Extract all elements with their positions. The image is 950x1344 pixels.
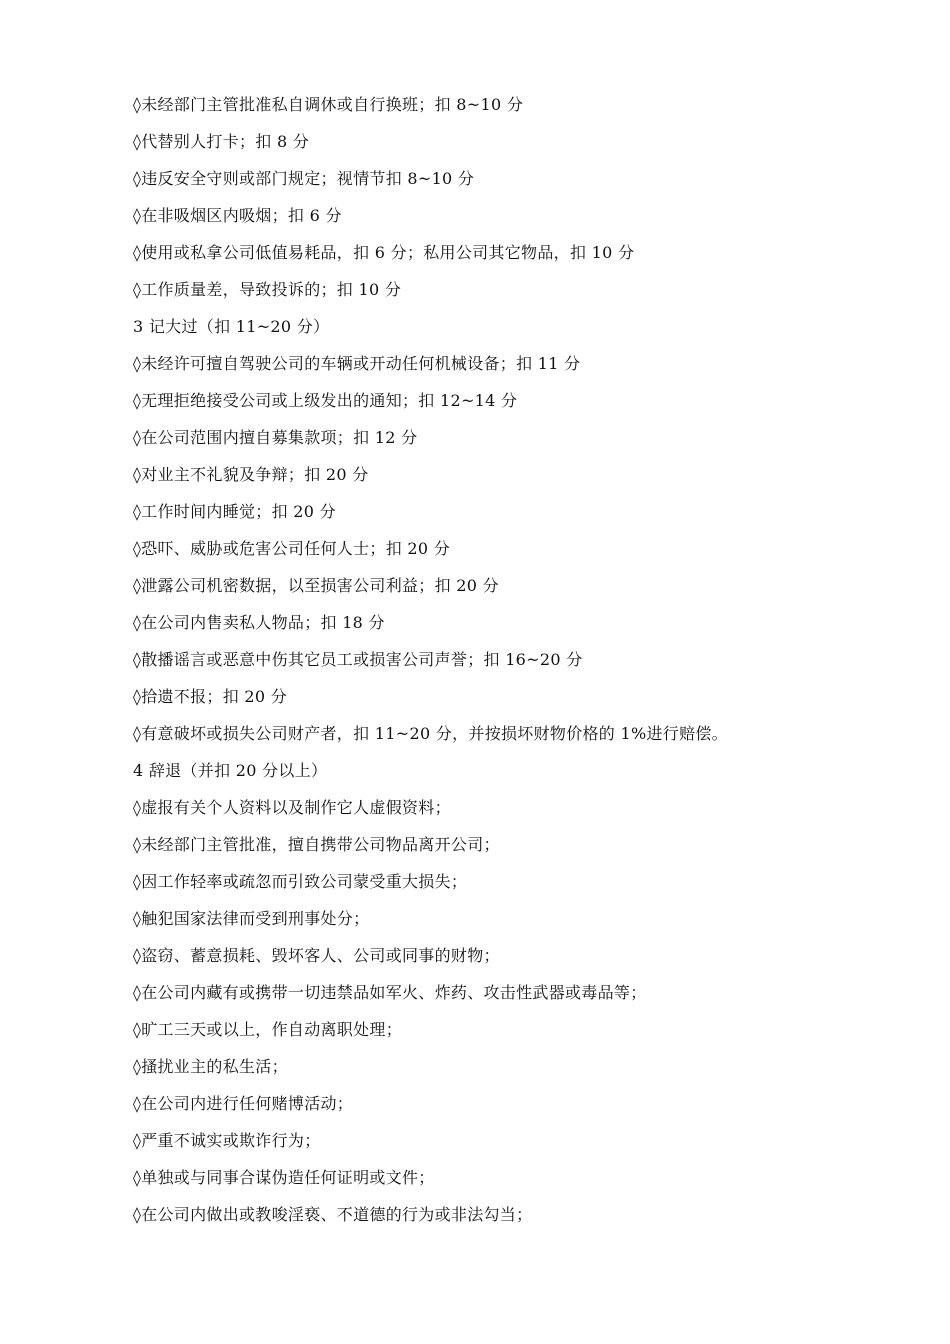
text-line: ◊虚报有关个人资料以及制作它人虚假资料； — [133, 798, 451, 817]
text-line: ◊违反安全守则或部门规定；视情节扣 8~10 分 — [133, 169, 475, 188]
text-line: ◊在公司内售卖私人物品；扣 18 分 — [133, 613, 385, 632]
text-line: ◊在公司内进行任何赌博活动； — [133, 1094, 354, 1113]
text-line: ◊对业主不礼貌及争辩；扣 20 分 — [133, 465, 369, 484]
text-line: ◊触犯国家法律而受到刑事处分； — [133, 909, 370, 928]
text-line: ◊在非吸烟区内吸烟；扣 6 分 — [133, 206, 342, 225]
text-line: ◊未经部门主管批准，擅自携带公司物品离开公司； — [133, 835, 500, 854]
text-line: ◊在公司内做出或教唆淫亵、不道德的行为或非法勾当； — [133, 1205, 533, 1224]
text-line: ◊散播谣言或恶意中伤其它员工或损害公司声誉；扣 16~20 分 — [133, 650, 583, 669]
document-body — [133, 90, 893, 1237]
text-line: ◊泄露公司机密数据，以至损害公司利益；扣 20 分 — [133, 576, 499, 595]
text-line: ◊盗窃、蓄意损耗、毁坏客人、公司或同事的财物； — [133, 946, 500, 965]
text-line: ◊无理拒绝接受公司或上级发出的通知；扣 12~14 分 — [133, 391, 518, 410]
text-line: ◊在公司内藏有或携带一切违禁品如军火、炸药、攻击性武器或毒品等； — [133, 983, 647, 1002]
text-line: ◊工作质量差，导致投诉的；扣 10 分 — [133, 280, 402, 299]
section-heading: 4 辞退（并扣 20 分以上） — [133, 761, 328, 780]
text-line: ◊拾遗不报；扣 20 分 — [133, 687, 288, 706]
text-line: ◊单独或与同事合谋伪造任何证明或文件； — [133, 1168, 435, 1187]
section-heading: 3 记大过（扣 11~20 分） — [133, 317, 330, 336]
text-line: ◊恐吓、威胁或危害公司任何人士；扣 20 分 — [133, 539, 451, 558]
text-line: ◊在公司范围内擅自募集款项；扣 12 分 — [133, 428, 418, 447]
text-line: ◊未经部门主管批准私自调休或自行换班；扣 8~10 分 — [133, 95, 524, 114]
text-line: ◊旷工三天或以上，作自动离职处理； — [133, 1020, 403, 1039]
text-line: ◊有意破坏或损失公司财产者，扣 11~20 分，并按损坏财物价格的 1%进行赔偿。 — [133, 724, 728, 743]
text-line: ◊工作时间内睡觉；扣 20 分 — [133, 502, 336, 521]
text-line: ◊未经许可擅自驾驶公司的车辆或开动任何机械设备；扣 11 分 — [133, 354, 581, 373]
text-line: ◊代替别人打卡；扣 8 分 — [133, 132, 310, 151]
text-line: ◊搔扰业主的私生活； — [133, 1057, 288, 1076]
text-line: ◊严重不诚实或欺诈行为； — [133, 1131, 321, 1150]
text-line: ◊因工作轻率或疏忽而引致公司蒙受重大损失； — [133, 872, 468, 891]
text-line: ◊使用或私拿公司低值易耗品，扣 6 分；私用公司其它物品，扣 10 分 — [133, 243, 635, 262]
